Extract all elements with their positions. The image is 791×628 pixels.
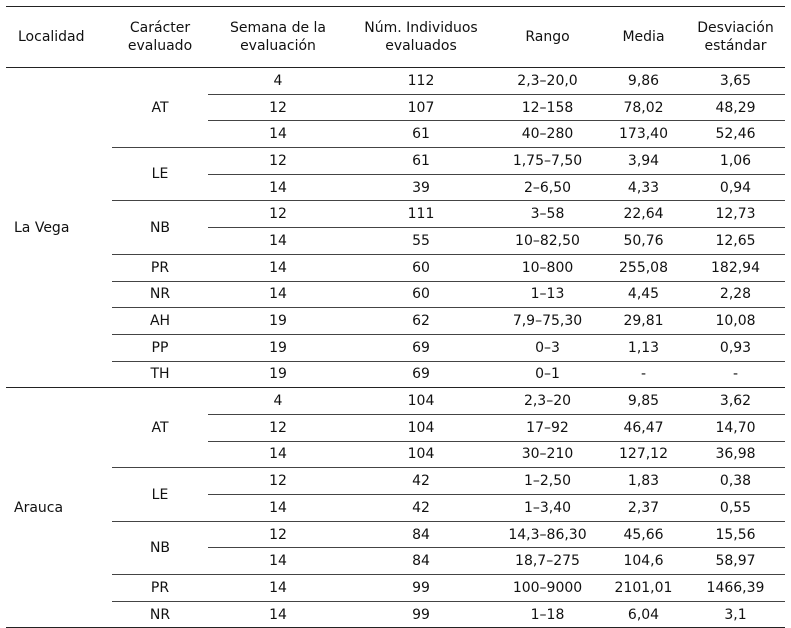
media-cell: 45,66 [601,521,686,548]
semana-cell: 14 [208,548,348,575]
desviacion-cell: 0,55 [686,495,785,522]
table-row [6,361,785,388]
rango-cell: 18,7–275 [494,548,601,575]
individuos-cell: 55 [348,228,494,255]
semana-cell: 14 [208,601,348,628]
semana-cell: 4 [208,68,348,95]
localidad-cell: Arauca [6,388,112,628]
semana-cell: 4 [208,388,348,415]
caracter-cell: LE [112,468,208,521]
individuos-cell: 62 [348,308,494,335]
rango-cell: 12–158 [494,94,601,121]
caracter-cell: AH [112,308,208,335]
table-row [6,308,785,335]
header-semana: Semana de la evaluación [208,7,348,68]
table-row [6,201,785,228]
caracter-cell: PR [112,254,208,281]
media-cell: 1,83 [601,468,686,495]
rango-cell: 30–210 [494,441,601,468]
rango-cell: 1–3,40 [494,495,601,522]
individuos-cell: 104 [348,388,494,415]
individuos-cell: 61 [348,121,494,148]
individuos-cell: 99 [348,575,494,602]
desviacion-cell: 1466,39 [686,575,785,602]
desviacion-cell: 10,08 [686,308,785,335]
individuos-cell: 60 [348,254,494,281]
media-cell: 4,45 [601,281,686,308]
table-row [6,521,785,548]
header-row [6,7,785,68]
rango-cell: 3–58 [494,201,601,228]
header-caracter: Carácter evaluado [112,7,208,68]
media-cell: 2,37 [601,495,686,522]
individuos-cell: 60 [348,281,494,308]
semana-cell: 14 [208,575,348,602]
caracter-cell: LE [112,148,208,201]
table-row [6,601,785,628]
rango-cell: 2,3–20 [494,388,601,415]
table-row [6,281,785,308]
desviacion-cell: 182,94 [686,254,785,281]
semana-cell: 12 [208,201,348,228]
media-cell: 104,6 [601,548,686,575]
semana-cell: 14 [208,441,348,468]
caracter-cell: AT [112,388,208,468]
table-row [6,68,785,95]
header-media: Media [601,7,686,68]
individuos-cell: 69 [348,334,494,361]
rango-cell: 2,3–20,0 [494,68,601,95]
media-cell: 2101,01 [601,575,686,602]
rango-cell: 1–2,50 [494,468,601,495]
rango-cell: 2–6,50 [494,174,601,201]
rango-cell: 7,9–75,30 [494,308,601,335]
rango-cell: 1,75–7,50 [494,148,601,175]
media-cell: 6,04 [601,601,686,628]
desviacion-cell: 14,70 [686,414,785,441]
caracter-cell: NB [112,201,208,254]
desviacion-cell: 3,1 [686,601,785,628]
localidad-cell: La Vega [6,68,112,388]
individuos-cell: 42 [348,495,494,522]
table-row [6,388,785,415]
media-cell: 3,94 [601,148,686,175]
desviacion-cell: 12,65 [686,228,785,255]
caracter-cell: TH [112,361,208,388]
rango-cell: 10–82,50 [494,228,601,255]
desviacion-cell: 1,06 [686,148,785,175]
table-row [6,468,785,495]
media-cell: - [601,361,686,388]
desviacion-cell: 0,94 [686,174,785,201]
desviacion-cell: 0,38 [686,468,785,495]
media-cell: 1,13 [601,334,686,361]
individuos-cell: 84 [348,548,494,575]
desviacion-cell: 58,97 [686,548,785,575]
semana-cell: 12 [208,148,348,175]
individuos-cell: 104 [348,441,494,468]
header-individuos: Núm. Individuos evaluados [348,7,494,68]
rango-cell: 100–9000 [494,575,601,602]
media-cell: 4,33 [601,174,686,201]
media-cell: 46,47 [601,414,686,441]
caracter-cell: PR [112,575,208,602]
semana-cell: 14 [208,174,348,201]
individuos-cell: 111 [348,201,494,228]
semana-cell: 12 [208,521,348,548]
semana-cell: 19 [208,334,348,361]
individuos-cell: 112 [348,68,494,95]
media-cell: 9,85 [601,388,686,415]
media-cell: 50,76 [601,228,686,255]
desviacion-cell: 3,62 [686,388,785,415]
rango-cell: 14,3–86,30 [494,521,601,548]
header-desviacion: Desviación estándar [686,7,785,68]
rango-cell: 1–13 [494,281,601,308]
desviacion-cell: 52,46 [686,121,785,148]
individuos-cell: 39 [348,174,494,201]
table-body [6,68,785,628]
semana-cell: 14 [208,281,348,308]
desviacion-cell: 3,65 [686,68,785,95]
caracter-cell: NB [112,521,208,574]
media-cell: 29,81 [601,308,686,335]
rango-cell: 10–800 [494,254,601,281]
header-localidad: Localidad [6,7,112,68]
caracter-cell: NR [112,281,208,308]
individuos-cell: 69 [348,361,494,388]
semana-cell: 12 [208,468,348,495]
desviacion-cell: 12,73 [686,201,785,228]
desviacion-cell: 15,56 [686,521,785,548]
caracter-cell: NR [112,601,208,628]
semana-cell: 12 [208,94,348,121]
semana-cell: 19 [208,308,348,335]
semana-cell: 14 [208,121,348,148]
desviacion-cell: 48,29 [686,94,785,121]
media-cell: 255,08 [601,254,686,281]
desviacion-cell: 2,28 [686,281,785,308]
caracter-cell: AT [112,68,208,148]
media-cell: 173,40 [601,121,686,148]
desviacion-cell: 0,93 [686,334,785,361]
desviacion-cell: - [686,361,785,388]
media-cell: 78,02 [601,94,686,121]
individuos-cell: 104 [348,414,494,441]
table-row [6,575,785,602]
media-cell: 22,64 [601,201,686,228]
semana-cell: 14 [208,228,348,255]
individuos-cell: 107 [348,94,494,121]
individuos-cell: 99 [348,601,494,628]
semana-cell: 14 [208,495,348,522]
rango-cell: 0–1 [494,361,601,388]
rango-cell: 1–18 [494,601,601,628]
rango-cell: 40–280 [494,121,601,148]
caracter-cell: PP [112,334,208,361]
individuos-cell: 61 [348,148,494,175]
individuos-cell: 42 [348,468,494,495]
table-row [6,254,785,281]
header-rango: Rango [494,7,601,68]
table-row [6,148,785,175]
desviacion-cell: 36,98 [686,441,785,468]
semana-cell: 19 [208,361,348,388]
media-cell: 9,86 [601,68,686,95]
semana-cell: 12 [208,414,348,441]
data-table [6,6,785,628]
rango-cell: 17–92 [494,414,601,441]
rango-cell: 0–3 [494,334,601,361]
semana-cell: 14 [208,254,348,281]
individuos-cell: 84 [348,521,494,548]
media-cell: 127,12 [601,441,686,468]
table-row [6,334,785,361]
